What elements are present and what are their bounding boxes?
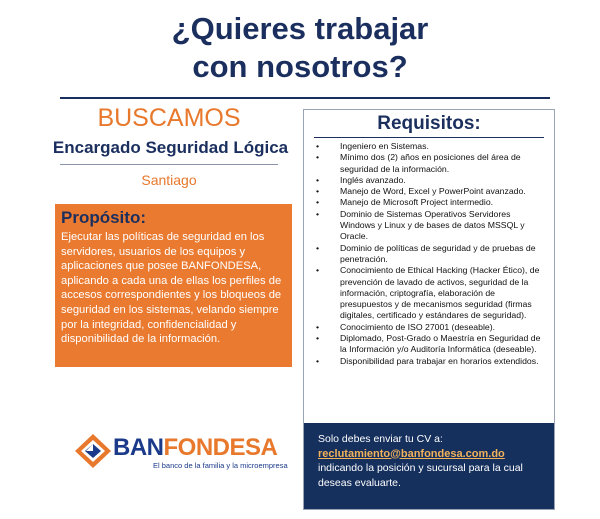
requirement-item: • Ingeniero en Sistemas. (316, 141, 429, 151)
position-title: Encargado Seguridad Lógica (52, 138, 289, 157)
purpose-text: Ejecutar las políticas de seguridad en los servidores, usuarios de los equipos y aplicaciones que posee BANFONDESA, aplicando a cada una de ellas los perfiles de accesos correspondientes y los bloqueos de seguridad en los sistemas, velando siempre por la integridad, confidencialidad y disponibilidad de la información. (61, 231, 282, 346)
apply-intro: Solo debes enviar tu CV a: (318, 433, 443, 445)
requirement-item: • Dominio de políticas de seguridad y de pruebas de penetración. (316, 242, 536, 264)
requirement-item: • Manejo de Word, Excel y PowerPoint avanzado. (316, 186, 526, 197)
bullet-icon: • (316, 265, 320, 276)
headline (0, 10, 600, 86)
requirement-item: • Disponibilidad para trabajar en horarios extendidos. (316, 355, 539, 366)
requirement-item: • Dominio de Sistemas Operativos Servidores Windows y Linux y de bases de datos MSSQL y Oracle. (316, 208, 525, 242)
requirement-item: • Conocimiento de ISO 27001 (deseable). (316, 321, 496, 332)
apply-email-link[interactable]: reclutamiento@banfondesa.com.do (318, 447, 505, 460)
banfondesa-logo-icon (73, 433, 113, 469)
bullet-icon: • (316, 242, 320, 253)
logo-wordmark-fondesa: FONDESA (163, 434, 278, 461)
logo-wordmark (113, 435, 277, 461)
requirements-divider (314, 137, 544, 138)
bullet-icon: • (316, 208, 320, 219)
apply-instructions: indicando la posición y sucursal para la cual deseas evaluarte. (318, 462, 523, 489)
requirements-list (314, 141, 546, 367)
purpose-title: Propósito: (61, 208, 146, 227)
bullet-icon: • (316, 321, 320, 332)
bullet-icon: • (316, 197, 320, 208)
bullet-icon: • (316, 141, 320, 151)
headline-line-2: con nosotros? (192, 49, 408, 84)
bullet-icon: • (316, 174, 320, 185)
logo-wordmark-ban: BAN (113, 434, 164, 461)
headline-line-1: ¿Quieres trabajar (171, 11, 429, 46)
apply-panel (304, 423, 554, 509)
requirement-item: • Conocimiento de Ethical Hacking (Hacker Ético), de prevención de lavado de activos, seguridad de la información, criptografía, elaboración de presupuestos y de mecanismos seguridad (firmas digitales, certificado y estándares de seguridad). (316, 265, 540, 321)
bullet-icon: • (316, 152, 320, 163)
purpose-panel (55, 204, 292, 367)
bullet-icon: • (316, 355, 320, 366)
buscamos-heading: BUSCAMOS (97, 104, 241, 132)
position-divider (60, 164, 278, 165)
headline-divider (60, 97, 550, 99)
requirement-item: • Inglés avanzado. (316, 174, 406, 185)
bullet-icon: • (316, 186, 320, 197)
requirement-item: • Diplomado, Post-Grado o Maestría en Seguridad de la Información y/o Auditoría Informática (deseable). (316, 333, 541, 355)
requirement-item: • Mínimo dos (2) años en posiciones del área de seguridad de la información. (316, 152, 521, 174)
requirements-title: Requisitos: (377, 113, 481, 134)
bullet-icon: • (316, 333, 320, 344)
requirements-panel (303, 109, 555, 510)
banfondesa-logo (73, 433, 293, 473)
requirement-item: • Manejo de Microsoft Project intermedio. (316, 197, 494, 208)
location-label: Santiago (141, 172, 197, 188)
logo-tagline: El banco de la familia y la microempresa (153, 461, 288, 470)
